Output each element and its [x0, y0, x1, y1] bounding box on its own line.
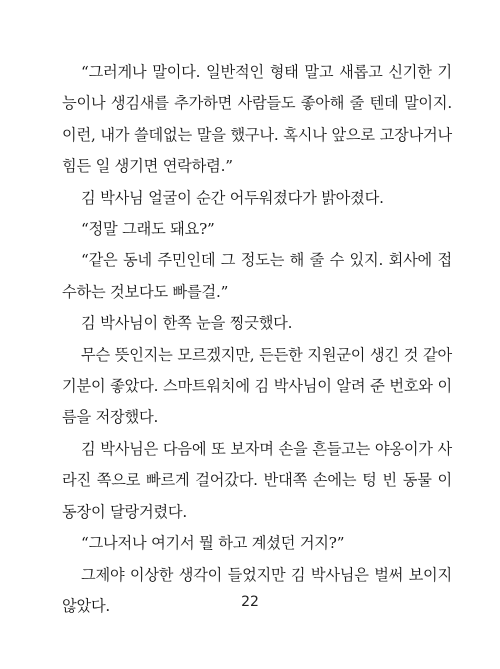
- paragraph-8: “그나저나 여기서 뭘 하고 계셨던 거지?”: [81, 534, 345, 553]
- page-number: 22: [241, 594, 259, 610]
- paragraph-1: “그러게나 말이다. 일반적인 형태 말고 새롭고 신기한 기능이나 생김새를 추가하면 사람들도 좋아해 줄 텐데 말이지. 이런, 내가 쓸데없는 말을 했구나. 혹시나 앞으로 고장나거나 힘든 일 생기면 연락하렴.”: [62, 63, 452, 176]
- paragraph-5: 김 박사님이 한쪽 눈을 찡긋했다.: [81, 314, 293, 333]
- paragraph-6: 무슨 뜻인지는 모르겠지만, 든든한 지원군이 생긴 것 같아 기분이 좋았다. 스마트워치에 김 박사님이 알려 준 번호와 이름을 저장했다.: [62, 345, 452, 427]
- paragraph-2: 김 박사님 얼굴이 순간 어두워졌다가 밝아졌다.: [81, 188, 384, 207]
- paragraph-4: “같은 동네 주민인데 그 정도는 해 줄 수 있지. 회사에 접수하는 것보다도 빠를걸.”: [62, 251, 452, 301]
- body-text: [62, 57, 452, 622]
- paragraph-7: 김 박사님은 다음에 또 보자며 손을 흔들고는 야옹이가 사라진 쪽으로 빠르게 걸어갔다. 반대쪽 손에는 텅 빈 동물 이동장이 달랑거렸다.: [62, 439, 452, 521]
- paragraph-3: “정말 그래도 돼요?”: [81, 220, 215, 239]
- paragraph-9: 그제야 이상한 생각이 들었지만 김 박사님은 벌써 보이지 않았다.: [62, 565, 452, 615]
